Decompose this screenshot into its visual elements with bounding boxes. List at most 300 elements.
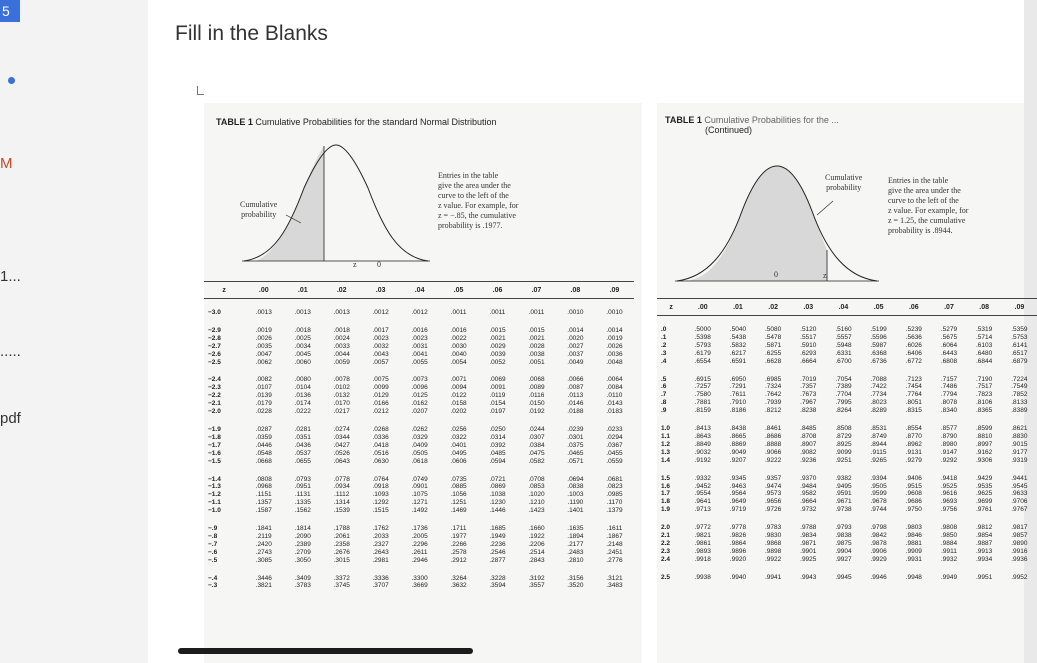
table-row	[657, 425, 1037, 433]
probability-cell: .9952	[1011, 573, 1028, 581]
probability-cell: .0606	[450, 457, 467, 465]
probability-cell: .8023	[870, 399, 887, 407]
probability-cell: .0012	[372, 309, 389, 316]
table-row	[204, 392, 634, 400]
probability-cell: .0594	[489, 457, 506, 465]
probability-cell: .0037	[567, 350, 584, 358]
probability-cell: .6591	[729, 357, 747, 365]
probability-cell: .0136	[294, 392, 311, 400]
probability-cell: .9936	[1011, 555, 1028, 563]
probability-cell: .0384	[528, 441, 545, 449]
probability-cell: .1762	[372, 525, 389, 533]
probability-cell: .0668	[255, 457, 272, 465]
probability-cell: .0465	[567, 449, 584, 457]
probability-cell: .2358	[333, 540, 350, 548]
group-spacer	[204, 416, 634, 426]
group-spacer	[204, 366, 634, 376]
probability-cell: .0012	[411, 309, 428, 316]
z-value-cell: .8	[661, 399, 667, 407]
z-value-cell: 1.1	[661, 432, 671, 440]
group-spacer	[204, 317, 634, 327]
probability-cell: .0080	[294, 376, 311, 384]
z-value-cell: −2.7	[208, 342, 221, 350]
table-row	[204, 309, 634, 317]
probability-cell: .0049	[567, 358, 584, 366]
probability-cell: .9893	[694, 547, 711, 555]
probability-cell: .7190	[976, 375, 993, 383]
probability-cell: .2709	[294, 548, 311, 556]
probability-cell: .0212	[372, 408, 389, 416]
probability-cell: .9909	[905, 547, 922, 555]
probability-cell: .2514	[528, 548, 545, 556]
probability-cell: .7019	[800, 375, 817, 383]
probability-cell: .0749	[411, 475, 428, 483]
probability-cell: .0505	[411, 449, 428, 457]
probability-cell: .8289	[870, 407, 887, 415]
table-row	[657, 342, 1037, 350]
probability-cell: .9686	[905, 498, 922, 506]
probability-cell: .9864	[729, 539, 747, 547]
probability-cell: .0073	[411, 376, 428, 384]
probability-cell: .5596	[870, 333, 887, 341]
probability-cell: .8577	[940, 425, 958, 433]
z-value-cell: −.4	[208, 574, 218, 582]
probability-cell: .7157	[940, 375, 958, 383]
probability-cell: .0013	[333, 309, 350, 316]
probability-cell: .0125	[411, 392, 428, 400]
probability-cell: .7852	[1011, 391, 1028, 399]
probability-cell: .3821	[255, 582, 272, 590]
probability-cell: .0192	[528, 408, 545, 416]
probability-cell: .8962	[905, 440, 922, 448]
probability-cell: .3707	[372, 582, 389, 590]
probability-cell: .9394	[870, 474, 887, 482]
group-spacer	[657, 514, 1037, 524]
probability-cell: .3594	[489, 582, 506, 590]
probability-cell: .6628	[764, 357, 782, 365]
z-value-cell: .3	[661, 349, 667, 357]
probability-cell: .1515	[372, 507, 389, 515]
probability-cell: .7257	[694, 383, 711, 391]
probability-cell: .9901	[800, 547, 817, 555]
probability-cell: .0495	[450, 449, 467, 457]
z-value-cell: −1.9	[208, 425, 221, 433]
probability-cell: .9744	[870, 506, 887, 514]
probability-cell: .0013	[294, 309, 311, 316]
probability-cell: .6772	[905, 357, 922, 365]
probability-cell: .0034	[294, 342, 311, 350]
probability-cell: .0048	[606, 358, 623, 366]
probability-cell: .1736	[411, 525, 428, 533]
probability-cell: .0016	[450, 326, 467, 334]
probability-cell: .8708	[800, 432, 817, 440]
probability-cell: .0119	[489, 392, 506, 400]
probability-cell: .0143	[606, 400, 623, 408]
probability-cell: .0250	[489, 425, 506, 433]
z-value-cell: .1	[661, 333, 667, 341]
probability-cell: .2743	[255, 548, 272, 556]
probability-cell: .9913	[976, 547, 993, 555]
probability-cell: .9803	[905, 524, 922, 532]
probability-cell: .3557	[528, 582, 545, 590]
probability-cell: .5199	[870, 326, 887, 333]
probability-cell: .9941	[764, 573, 782, 581]
probability-cell: .0351	[294, 433, 311, 441]
z-value-cell: −1.8	[208, 433, 221, 441]
probability-cell: .0336	[372, 433, 389, 441]
probability-cell: .2090	[294, 532, 311, 540]
probability-cell: .0197	[489, 408, 506, 416]
probability-cell: .7967	[800, 399, 817, 407]
probability-cell: .0655	[294, 457, 311, 465]
probability-cell: .7054	[835, 375, 852, 383]
probability-cell: .5987	[870, 341, 887, 349]
probability-cell: .2005	[411, 532, 428, 540]
probability-cell: .0418	[372, 441, 389, 449]
probability-cell: .0031	[411, 342, 428, 350]
probability-cell: .9292	[940, 456, 958, 464]
probability-cell: .9678	[870, 498, 887, 506]
probability-cell: .6255	[764, 349, 782, 357]
table-row	[204, 327, 634, 335]
probability-cell: .9099	[835, 448, 852, 456]
probability-cell: .0344	[333, 433, 350, 441]
probability-cell: .2420	[255, 540, 272, 548]
probability-cell: .8413	[694, 425, 711, 433]
probability-cell: .9890	[1011, 539, 1028, 547]
table-row	[657, 540, 1037, 548]
z-value-cell: .0	[661, 326, 667, 333]
shaded-area	[687, 166, 827, 281]
probability-cell: .9878	[870, 539, 887, 547]
probability-cell: .9706	[1011, 498, 1028, 506]
probability-cell: .1357	[255, 499, 272, 507]
probability-cell: .9830	[764, 532, 782, 540]
probability-cell: .9918	[694, 555, 711, 563]
probability-cell: .8531	[870, 425, 887, 433]
probability-cell: .9319	[1011, 456, 1028, 464]
probability-cell: .7549	[1011, 383, 1028, 391]
probability-cell: .9868	[764, 539, 782, 547]
probability-cell: .9943	[800, 573, 817, 581]
probability-cell: .0044	[333, 350, 350, 358]
table-row	[204, 359, 634, 367]
column-header: .00	[697, 303, 708, 311]
probability-cell: .7123	[905, 375, 922, 383]
group-spacer	[204, 515, 634, 525]
probability-cell: .9177	[1011, 448, 1028, 456]
group-spacer	[657, 415, 1037, 425]
probability-cell: .7486	[940, 383, 958, 391]
probability-cell: .6331	[835, 349, 852, 357]
probability-cell: .9916	[1011, 547, 1028, 555]
probability-cell: .0096	[411, 384, 428, 392]
probability-cell: .8944	[870, 440, 887, 448]
probability-cell: .0630	[372, 457, 389, 465]
probability-cell: .1469	[450, 507, 467, 515]
sidebar-item-text[interactable]: pdf	[0, 410, 21, 427]
probability-cell: .2177	[567, 540, 584, 548]
probability-cell: .0084	[606, 384, 623, 392]
probability-cell: .1867	[606, 532, 623, 540]
z-value-cell: 2.5	[661, 573, 671, 581]
probability-cell: .9920	[729, 555, 747, 563]
probability-cell: .5000	[694, 326, 711, 333]
probability-cell: .7704	[835, 391, 852, 399]
table-caption-text: Cumulative Probabilities for the standard Normal Distribution	[255, 117, 497, 127]
scan-page-right	[657, 103, 1028, 663]
z-value-cell: 1.5	[661, 474, 671, 482]
group-spacer	[657, 316, 1037, 327]
probability-cell: .7422	[870, 383, 887, 391]
z-axis-label: z	[353, 260, 357, 269]
probability-cell: .9738	[835, 506, 852, 514]
probability-cell: .9463	[729, 482, 747, 490]
probability-cell: .9441	[1011, 474, 1028, 482]
page-number-badge[interactable]: 5	[0, 0, 20, 22]
probability-cell: .0228	[255, 408, 272, 416]
probability-cell: .1271	[411, 499, 428, 507]
probability-cell: .0537	[294, 449, 311, 457]
probability-cell: .6985	[764, 375, 782, 383]
probability-cell: .1539	[333, 507, 350, 515]
probability-cell: .6844	[976, 357, 993, 365]
probability-cell: .2033	[372, 532, 389, 540]
probability-cell: .0014	[606, 326, 623, 334]
probability-cell: .9846	[905, 532, 922, 540]
probability-cell: .8599	[976, 425, 993, 433]
probability-cell: .8485	[800, 425, 817, 433]
column-header: .05	[873, 303, 884, 311]
probability-cell: .1190	[567, 499, 584, 507]
probability-cell: .7224	[1011, 375, 1028, 383]
probability-cell: .0022	[450, 334, 467, 342]
table-row	[657, 524, 1037, 532]
probability-cell: .9881	[905, 539, 922, 547]
probability-cell: .0436	[294, 441, 311, 449]
table-row	[204, 343, 634, 351]
probability-cell: .9382	[835, 474, 852, 482]
table-row	[657, 506, 1037, 514]
probability-cell: .1075	[411, 491, 428, 499]
probability-cell: .9906	[870, 547, 887, 555]
sidebar-item-text[interactable]: M	[0, 155, 13, 172]
probability-cell: .3409	[294, 574, 311, 582]
table-row	[204, 442, 634, 450]
probability-cell: .8770	[905, 432, 922, 440]
probability-cell: .9938	[694, 573, 711, 581]
probability-cell: .0146	[567, 400, 584, 408]
probability-cell: .0060	[294, 358, 311, 366]
column-header: .05	[453, 286, 464, 294]
column-header: .09	[609, 286, 620, 294]
z-value-cell: .4	[661, 357, 667, 365]
probability-cell: .1922	[528, 532, 545, 540]
z-value-cell: 2.2	[661, 539, 671, 547]
table-row	[204, 450, 634, 458]
probability-cell: .9515	[905, 482, 922, 490]
probability-cell: .0367	[606, 441, 623, 449]
z-value-cell: 1.0	[661, 425, 671, 433]
probability-cell: .1230	[489, 499, 506, 507]
probability-cell: .0968	[255, 483, 272, 491]
column-header: .08	[979, 303, 990, 311]
probability-cell: .0853	[528, 483, 545, 491]
probability-cell: .0039	[489, 350, 506, 358]
probability-cell: .8051	[905, 399, 922, 407]
column-header: z	[222, 286, 226, 294]
sidebar-item-text[interactable]: .....	[0, 343, 21, 360]
probability-cell: .9656	[764, 498, 782, 506]
probability-cell: .9778	[729, 524, 747, 532]
probability-cell: .5793	[694, 341, 711, 349]
table-note: Entries in the table give the area under the curve to the left of the z value. For example, for z = −.85, the cumulative probability is .1977.	[438, 171, 519, 230]
probability-cell: .5359	[1011, 326, 1028, 333]
table-row	[204, 557, 634, 565]
probability-cell: .0011	[450, 309, 467, 316]
probability-cell: .6141	[1011, 341, 1028, 349]
table-row	[657, 383, 1037, 391]
probability-cell: .2877	[489, 556, 506, 564]
probability-cell: .1685	[489, 525, 506, 533]
probability-cell: .7794	[940, 391, 958, 399]
probability-cell: .9599	[870, 490, 887, 498]
probability-cell: .0885	[450, 483, 467, 491]
probability-cell: .5279	[940, 326, 958, 333]
probability-cell: .8238	[800, 407, 817, 415]
probability-cell: .1492	[411, 507, 428, 515]
probability-cell: .7910	[729, 399, 747, 407]
probability-cell: .9582	[800, 490, 817, 498]
probability-cell: .1611	[606, 525, 623, 533]
probability-cell: .9949	[940, 573, 958, 581]
table-row	[204, 533, 634, 541]
probability-cell: .0838	[567, 483, 584, 491]
probability-cell: .5675	[940, 333, 958, 341]
probability-cell: .0019	[606, 334, 623, 342]
table-row	[204, 582, 634, 590]
probability-cell: .2776	[606, 556, 623, 564]
probability-cell: .5636	[905, 333, 922, 341]
probability-cell: .7673	[800, 391, 817, 399]
probability-cell: .5714	[976, 333, 993, 341]
left-thumbnail-panel	[0, 0, 148, 663]
probability-cell: .0262	[411, 425, 428, 433]
probability-cell: .6700	[835, 357, 852, 365]
probability-cell: .8438	[729, 425, 747, 433]
probability-cell: .9535	[976, 482, 993, 490]
table-row	[204, 549, 634, 557]
table-row	[204, 541, 634, 549]
zero-axis-label: 0	[377, 260, 381, 269]
probability-cell: .1635	[567, 525, 584, 533]
probability-cell: .0091	[489, 384, 506, 392]
normal-curve-figure-right	[657, 103, 1024, 303]
probability-cell: .9452	[694, 482, 711, 490]
probability-cell: .8790	[940, 432, 958, 440]
probability-cell: .0030	[450, 342, 467, 350]
probability-cell: .2451	[606, 548, 623, 556]
probability-cell: .0721	[489, 475, 506, 483]
probability-cell: .1151	[255, 491, 272, 499]
table-row	[657, 441, 1037, 449]
probability-cell: .1660	[528, 525, 545, 533]
probability-cell: .0087	[567, 384, 584, 392]
probability-cell: .6293	[800, 349, 817, 357]
probability-cell: .0618	[411, 457, 428, 465]
probability-cell: .3121	[606, 574, 623, 582]
probability-cell: .1056	[450, 491, 467, 499]
probability-cell: .7389	[835, 383, 852, 391]
probability-cell: .9713	[694, 506, 711, 514]
probability-cell: .1112	[334, 491, 350, 499]
probability-cell: .9032	[694, 448, 711, 456]
group-spacer	[204, 299, 634, 310]
probability-cell: .1711	[450, 525, 467, 533]
probability-cell: .0951	[294, 483, 311, 491]
probability-cell: .5753	[1011, 333, 1028, 341]
table-row	[657, 326, 1037, 334]
table-row	[204, 426, 634, 434]
probability-cell: .0322	[450, 433, 467, 441]
zero-axis-label: 0	[774, 270, 778, 279]
probability-cell: .9207	[729, 456, 747, 464]
column-header: .04	[838, 303, 849, 311]
probability-cell: .9370	[800, 474, 817, 482]
table-row	[657, 449, 1037, 457]
z-value-cell: −2.6	[208, 350, 221, 358]
probability-cell: .0017	[372, 326, 389, 334]
probability-cell: .0026	[606, 342, 623, 350]
horizontal-scrollbar[interactable]	[178, 648, 473, 654]
probability-cell: .9951	[976, 573, 993, 581]
probability-cell: .9812	[976, 524, 993, 532]
probability-cell: .0018	[294, 326, 311, 334]
probability-cell: .9922	[764, 555, 782, 563]
table-row	[204, 400, 634, 408]
sidebar-item-text[interactable]: 1...	[0, 268, 21, 285]
table-note: Entries in the table give the area under the curve to the left of the z value. For example, for z = 1.25, the cumulative probability is .8944.	[888, 176, 969, 235]
group-spacer	[657, 465, 1037, 475]
probability-cell: .1977	[450, 532, 467, 540]
probability-cell: .9929	[870, 555, 887, 563]
probability-cell: .5160	[835, 326, 852, 333]
probability-cell: .3228	[489, 574, 506, 582]
probability-cell: .3264	[450, 574, 467, 582]
table-row	[657, 391, 1037, 399]
table-row	[204, 408, 634, 416]
table-row	[204, 335, 634, 343]
probability-cell: .9793	[835, 524, 852, 532]
z-value-cell: −2.4	[208, 376, 221, 384]
probability-cell: .0066	[567, 376, 584, 384]
z-value-cell: −.7	[208, 540, 218, 548]
probability-cell: .9911	[941, 547, 957, 555]
probability-cell: .9931	[905, 555, 922, 563]
probability-cell: .8869	[729, 440, 747, 448]
probability-cell: .1020	[528, 491, 545, 499]
probability-cell: .9664	[800, 498, 817, 506]
probability-cell: .0301	[567, 433, 584, 441]
probability-cell: .0708	[528, 475, 545, 483]
probability-cell: .1093	[372, 491, 389, 499]
probability-cell: .0985	[606, 491, 623, 499]
table-row	[657, 532, 1037, 540]
probability-cell: .9904	[835, 547, 852, 555]
probability-cell: .8365	[976, 407, 993, 415]
table-row	[657, 548, 1037, 556]
probability-cell: .2843	[528, 556, 545, 564]
